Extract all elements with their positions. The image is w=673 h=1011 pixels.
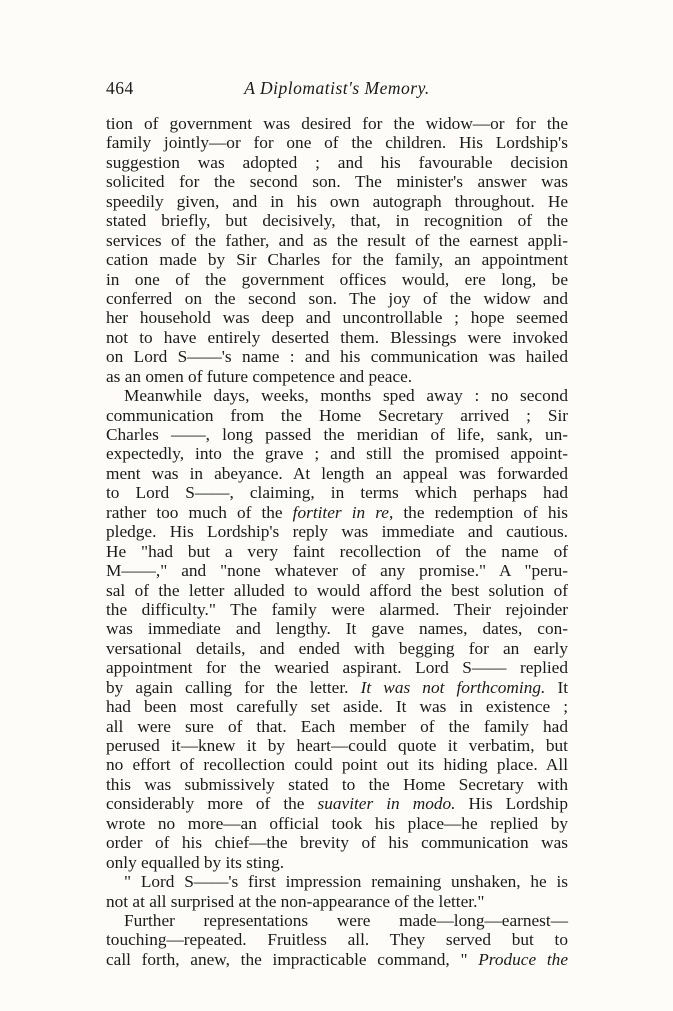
- text-line: [106, 814, 568, 833]
- text-line: [106, 172, 568, 191]
- text-line: [106, 775, 568, 794]
- text-segment: versational details, and ended with begging for an early: [106, 638, 568, 658]
- text-line: [106, 697, 568, 716]
- text-line: [106, 872, 568, 891]
- text-segment: touching—repeated. Fruitless all. They served but to: [106, 930, 568, 950]
- text-line: [106, 658, 568, 677]
- text-segment: communication from the Home Secretary arrived ; Sir: [106, 405, 568, 425]
- text-line: [106, 678, 568, 697]
- text-line: [106, 542, 568, 561]
- text-segment: wrote no more—an official took his place—he replied by: [106, 813, 568, 833]
- text-line: [106, 892, 568, 911]
- text-segment: stated briefly, but decisively, that, in recognition of the: [106, 211, 568, 231]
- text-line: [106, 717, 568, 736]
- text-segment: speedily given, and in his own autograph throughout. He: [106, 191, 568, 211]
- text-line: [106, 231, 568, 250]
- text-segment: Meanwhile days, weeks, months sped away : no second: [124, 386, 568, 406]
- text-line: [106, 386, 568, 405]
- text-segment: He "had but a very faint recollection of the name of: [106, 541, 568, 561]
- page-number: 464: [106, 78, 134, 98]
- text-segment: perused it—knew it by heart—could quote it verbatim, but: [106, 736, 568, 755]
- text-segment: to Lord S——, claiming, in terms which perhaps had: [106, 483, 568, 503]
- text-segment: had been most carefully set aside. It was in existence ;: [106, 697, 568, 717]
- text-segment: in one of the government offices would, ere long, be: [106, 269, 568, 289]
- text-line: [106, 930, 568, 949]
- text-segment: no effort of recollection could point out its hiding place. All: [106, 755, 568, 775]
- text-segment: His Lordship: [455, 794, 568, 814]
- text-segment: rather too much of the: [106, 502, 293, 522]
- text-line: [106, 133, 568, 152]
- italic-phrase: suaviter in modo.: [317, 794, 456, 814]
- text-line: [106, 328, 568, 347]
- text-line: [106, 911, 568, 930]
- text-segment: not at all surprised at the non-appearance of the letter.": [106, 891, 485, 911]
- text-line: [106, 367, 568, 386]
- text-segment: M——," and "none whatever of any promise." A "peru-: [106, 561, 568, 581]
- body-text: [106, 114, 568, 969]
- text-line: [106, 755, 568, 774]
- running-head: [106, 78, 568, 102]
- text-line: [106, 153, 568, 172]
- text-line: [106, 561, 568, 580]
- text-segment: call forth, anew, the impracticable command, ": [106, 949, 479, 969]
- text-line: [106, 794, 568, 813]
- italic-phrase: Produce the: [478, 949, 568, 969]
- text-segment: not to have entirely deserted them. Blessings were invoked: [106, 327, 568, 347]
- text-line: [106, 270, 568, 289]
- text-segment: family jointly—or for one of the children. His Lordship's: [106, 133, 568, 153]
- text-line: [106, 503, 568, 522]
- text-line: [106, 853, 568, 872]
- text-segment: this was submissively stated to the Home Secretary with: [106, 774, 568, 794]
- text-line: [106, 425, 568, 444]
- text-line: [106, 308, 568, 327]
- text-segment: tion of government was desired for the widow—or for the: [106, 114, 568, 133]
- text-segment: appointment for the wearied aspirant. Lord S—— replied: [106, 658, 568, 678]
- italic-phrase: fortiter in re: [292, 502, 389, 522]
- text-segment: Further representations were made—long—earnest—: [124, 910, 568, 930]
- text-line: [106, 619, 568, 638]
- text-line: [106, 211, 568, 230]
- text-segment: Charles ——, long passed the meridian of life, sank, un-: [106, 425, 568, 444]
- text-segment: all were sure of that. Each member of the family had: [106, 716, 568, 736]
- text-segment: cation made by Sir Charles for the family, an appointment: [106, 250, 568, 270]
- header-title: A Diplomatist's Memory.: [244, 78, 430, 98]
- text-segment: was immediate and lengthy. It gave names, dates, con-: [106, 619, 568, 639]
- text-line: [106, 581, 568, 600]
- text-line: [106, 347, 568, 366]
- text-segment: considerably more of the: [106, 794, 318, 814]
- text-segment: solicited for the second son. The minister's answer was: [106, 172, 568, 192]
- text-segment: " Lord S——'s first impression remaining unshaken, he is: [124, 872, 568, 892]
- text-segment: the difficulty." The family were alarmed. Their rejoinder: [106, 599, 568, 619]
- text-segment: conferred on the second son. The joy of the widow and: [106, 288, 568, 308]
- text-segment: as an omen of future competence and peace.: [106, 366, 413, 386]
- text-line: [106, 250, 568, 269]
- text-segment: services of the father, and as the result of the earnest appli-: [106, 230, 568, 250]
- text-line: [106, 464, 568, 483]
- text-line: [106, 289, 568, 308]
- text-segment: It: [545, 677, 569, 697]
- text-segment: expectedly, into the grave ; and still the promised appoint-: [106, 444, 568, 464]
- italic-phrase: It was not forthcoming.: [360, 677, 546, 697]
- text-segment: only equalled by its sting.: [106, 852, 285, 872]
- text-line: [106, 483, 568, 502]
- text-line: [106, 192, 568, 211]
- text-line: [106, 950, 568, 969]
- text-line: [106, 522, 568, 541]
- text-segment: , the redemption of his: [388, 502, 568, 522]
- text-segment: pledge. His Lordship's reply was immediate and cautious.: [106, 522, 568, 542]
- text-line: [106, 444, 568, 463]
- text-line: [106, 114, 568, 133]
- text-segment: suggestion was adopted ; and his favourable decision: [106, 152, 568, 172]
- text-line: [106, 833, 568, 852]
- text-line: [106, 406, 568, 425]
- text-segment: on Lord S——'s name : and his communication was hailed: [106, 347, 568, 367]
- text-line: [106, 600, 568, 619]
- text-segment: her household was deep and uncontrollable ; hope seemed: [106, 308, 568, 328]
- text-segment: order of his chief—the brevity of his communication was: [106, 833, 568, 853]
- text-line: [106, 736, 568, 755]
- text-segment: sal of the letter alluded to would afford the best solution of: [106, 580, 568, 600]
- text-segment: ment was in abeyance. At length an appeal was forwarded: [106, 463, 568, 483]
- text-segment: by again calling for the letter.: [106, 677, 361, 697]
- text-line: [106, 639, 568, 658]
